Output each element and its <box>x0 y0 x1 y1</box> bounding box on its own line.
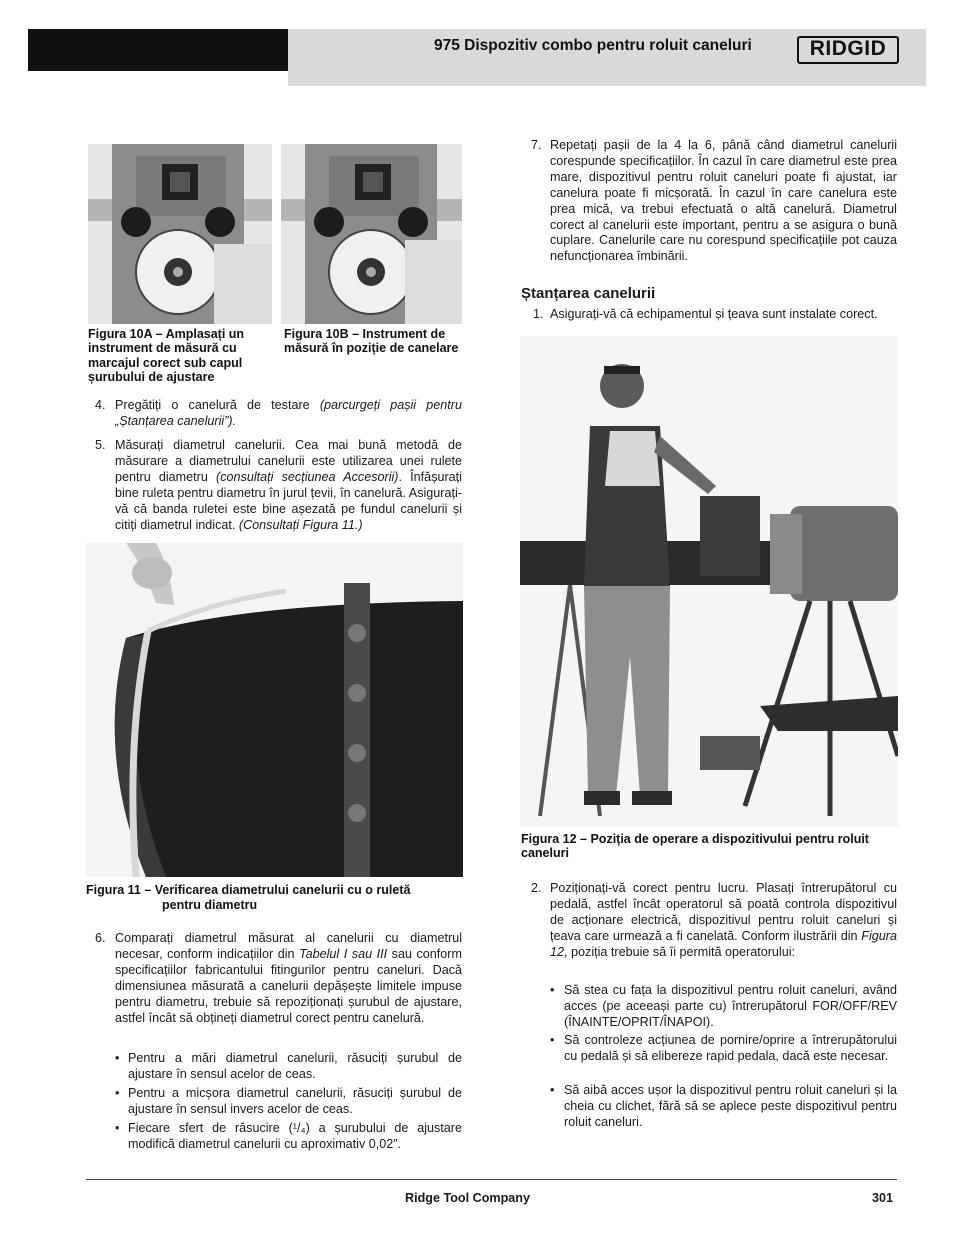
grooving-step-2-bullet-1: Să stea cu fața la dispozitivul pentru roluit caneluri, având acces (pe aceeași parte cu) întrerupătorul FOR/OFF/REV (ÎNAINTE/OPRIT/ÎNAPOI). <box>564 983 897 1029</box>
figure-11-photo <box>86 543 463 877</box>
step-6-bullet-3: Fiecare sfert de răsucire (¹/₄) a șurubului de ajustare modifică diametrul canelurii cu aproximativ 0,02”. <box>128 1121 462 1151</box>
figure-11-caption-line1: Figura 11 – Verificarea diametrului canelurii cu o ruletă <box>86 883 411 897</box>
step-4-text: Pregătiți o canelură de testare (parcurgeți pașii pentru „Ștanțarea canelurii”). <box>115 398 462 428</box>
bullet-marker: • <box>550 983 555 997</box>
step-4-number: 4. <box>95 398 106 412</box>
grooving-step-2-number: 2. <box>531 881 542 895</box>
grooving-step-2-text: Poziționați-vă corect pentru lucru. Plasați întrerupătorul cu pedală, astfel încât operatorul să poată controla dispozitivul de acționare electrică, dispozitivul pentru roluit caneluri și țeava care urmează a fi canelată. Conform ilustrării din Figura 12, poziția trebuie să îi permită operatorului: <box>550 881 897 959</box>
step-5-number: 5. <box>95 438 106 452</box>
figure-10b-caption: Figura 10B – Instrument de măsură în poziție de canelare <box>284 327 459 356</box>
header-black-bar <box>28 29 288 71</box>
step-6-bullet-2: Pentru a micșora diametrul canelurii, răsuciți șurubul de ajustare în sensul invers acelor de ceas. <box>128 1086 462 1116</box>
header-title: 975 Dispozitiv combo pentru roluit caneluri <box>434 37 752 54</box>
step-6-bullet-1: Pentru a mări diametrul canelurii, răsuciți șurubul de ajustare în sensul acelor de ceas. <box>128 1051 462 1081</box>
bullet-marker: • <box>115 1086 120 1100</box>
figure-11-caption-line2: pentru diametru <box>162 898 258 912</box>
figure-12-caption: Figura 12 – Poziția de operare a dispozitivului pentru roluit caneluri <box>521 832 869 861</box>
step-7-text: Repetați pașii de la 4 la 6, până când diametrul canelurii corespunde specificațiilor. În cazul în care diametrul este prea mare, dispozitivul pentru roluit caneluri poate fi ajustat, iar canelura poate fi micșorată. În cazul în care canelura este prea mică, va trebui efectuată o altă canelură. Diametrul corect al canelurii este important, pentru a se asigura o bună cuplare. Canelurile care nu corespund specificațiile pot cauza nefuncționarea îmbinării. <box>550 138 897 264</box>
step-6-text: Comparați diametrul măsurat al canelurii cu diametrul necesar, conform indicațiilor din Tabelul I sau III sau conform specificațiilor fabricantului fitingurilor pentru caneluri. Dacă dimensiunea măsurată a canelurii depășește limitele impuse pentru diametru, trebuie să repoziționați șurubul de ajustare, astfel încât să obțineți diametrul corect pentru canelură. <box>115 931 462 1025</box>
footer-company: Ridge Tool Company <box>405 1191 531 1205</box>
step-6-number: 6. <box>95 931 106 945</box>
step-5-text: Măsurați diametrul canelurii. Cea mai bună metodă de măsurare a diametrului canelurii este utilizarea unei rulete pentru diametru (consultați secțiunea Accesorii). Înfășurați bine ruleta pentru diametru în jurul țevii, în canelură. Asigurați-vă că banda ruletei este bine așezată pe fundul canelurii și citiți diametrul indicat. (Consultați Figura 11.) <box>115 438 462 532</box>
figure-10a-caption: Figura 10A – Amplasați un instrument de măsură cu marcajul corect sub capul șurubului de ajustare <box>88 327 245 385</box>
figure-12-photo <box>520 336 898 827</box>
grooving-step-1-text: Asigurați-vă că echipamentul și țeava sunt instalate corect. <box>550 307 878 321</box>
footer-divider <box>86 1179 897 1180</box>
section-heading: Ștanțarea canelurii <box>521 285 656 302</box>
bullet-marker: • <box>115 1051 120 1065</box>
grooving-step-2-bullet-2: Să controleze acțiunea de pornire/oprire a întrerupătorului cu pedală și să elibereze rapid pedala, dacă este necesar. <box>564 1033 897 1063</box>
bullet-marker: • <box>115 1121 120 1135</box>
bullet-marker: • <box>550 1033 555 1047</box>
step-7-number: 7. <box>531 138 542 152</box>
figure-10b-photo <box>281 144 462 324</box>
grooving-step-2-bullet-3: Să aibă acces ușor la dispozitivul pentru roluit caneluri și la cheia cu clichet, fără să se aplece peste dispozitivul pentru roluit caneluri. <box>564 1083 897 1129</box>
page-number: 301 <box>872 1191 894 1205</box>
figure-10a-photo <box>88 144 272 324</box>
grooving-step-1-number: 1. <box>533 307 544 321</box>
ridgid-logo: RIDGID <box>797 36 899 64</box>
bullet-marker: • <box>550 1083 555 1097</box>
